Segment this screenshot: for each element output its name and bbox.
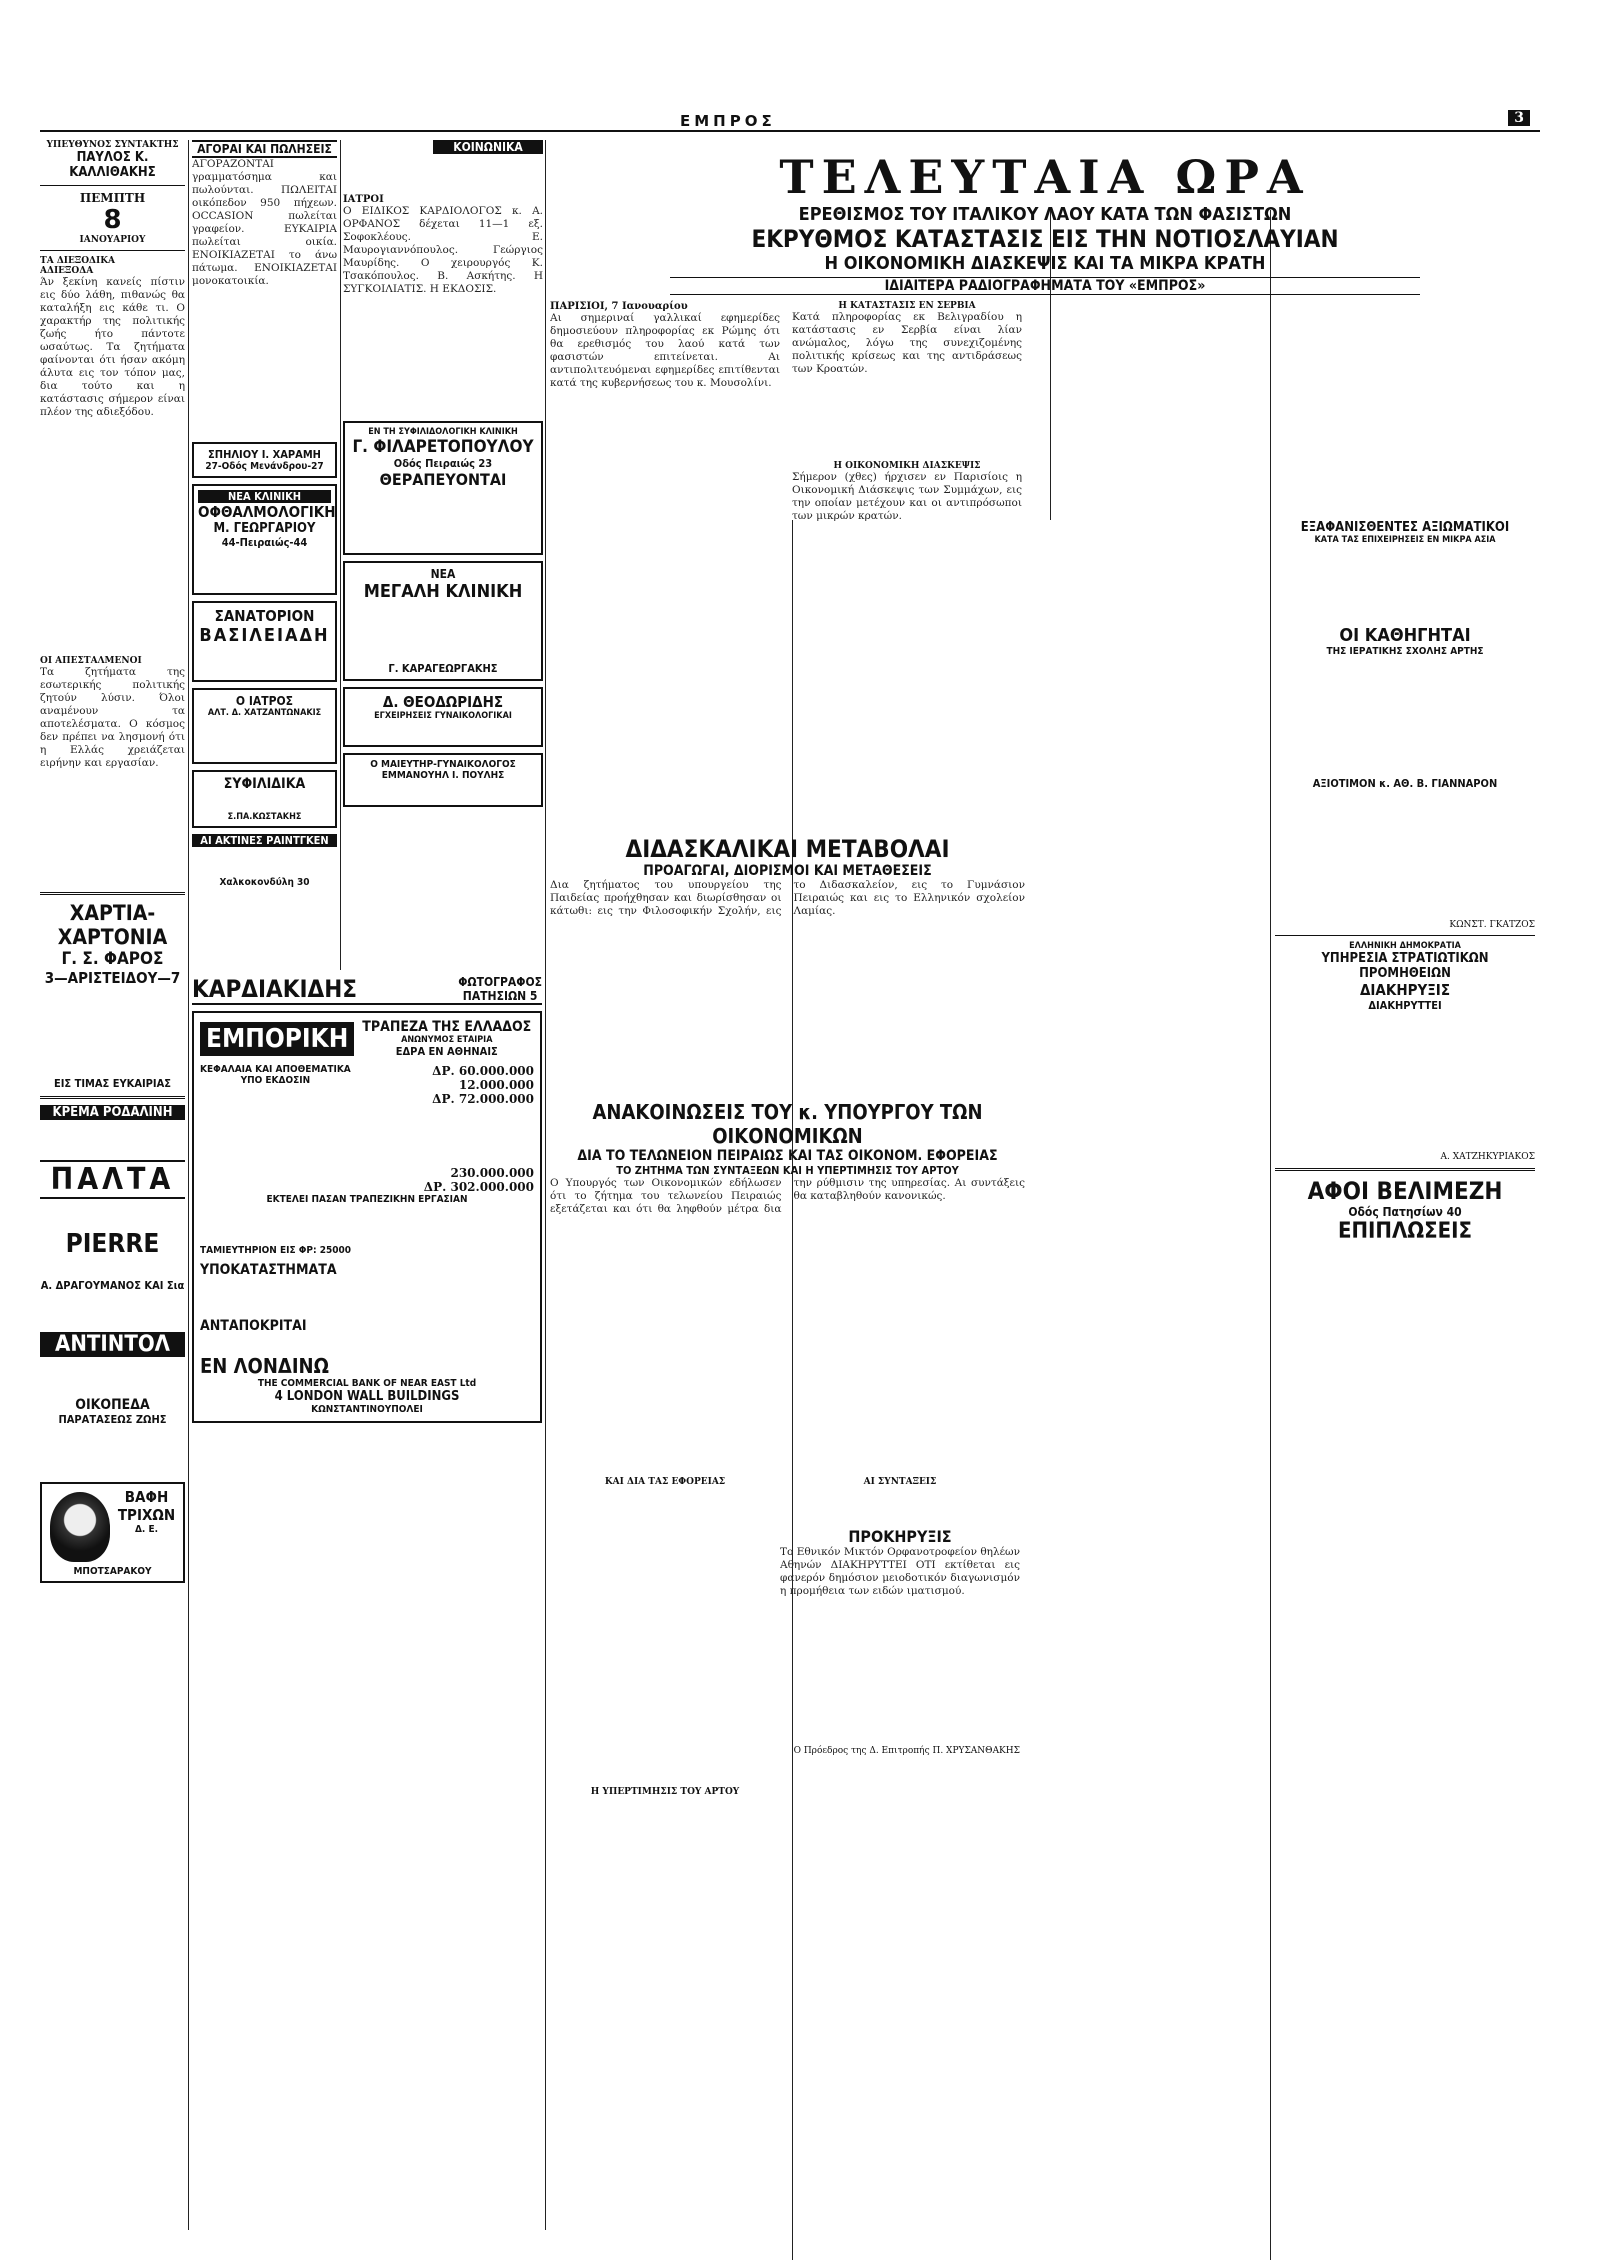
gynecologist-name: Δ. ΘΕΟΔΩΡΙΔΗΣ: [382, 693, 504, 711]
bank-london: ΕΝ ΛΟΝΔΙΝΩ: [200, 1354, 329, 1378]
ad-dragoumanos: Α. ΔΡΑΓΟΥΜΑΝΟΣ ΚΑΙ Σια: [40, 1279, 185, 1292]
midwife-name: ΕΜΜΑΝΟΥΗΛ Ι. ΠΟΥΛΗΣ: [381, 770, 505, 781]
bank-big: ΕΜΠΟΡΙΚΗ: [200, 1022, 354, 1056]
social-title: ΚΟΙΝΩΝΙΚΑ: [433, 140, 543, 154]
editorial-subhead: ΟΙ ΑΠΕΣΤΑΛΜΕΝΟΙ: [40, 656, 142, 666]
ad-palta-title: ΠΑΛΤΑ: [40, 1160, 185, 1199]
professors-title: ΟΙ ΚΑΘΗΓΗΤΑΙ: [1339, 625, 1471, 646]
column-rule: [188, 140, 189, 2230]
velimezi-tag: ΕΠΙΠΛΩΣΕΙΣ: [1337, 1219, 1473, 1244]
headline-radiograms: ΙΔΙΑΙΤΕΡΑ ΡΑΔΙΟΓΡΑΦΗΜΑΤΑ ΤΟΥ «ΕΜΠΡΟΣ»: [670, 277, 1420, 295]
syph-clinic-label: ΕΝ ΤΗ ΣΥΦΙΛΙΔΟΛΟΓΙΚΗ ΚΛΙΝΙΚΗ: [368, 427, 518, 437]
editor-name: ΠΑΥΛΟΣ Κ. ΚΑΛΛΙΘΑΚΗΣ: [69, 150, 156, 180]
latest-news-banner: ΤΕΛΕΥΤΑΙΑ ΩΡΑ: [779, 150, 1311, 204]
bank-london-address: 4 LONDON WALL BUILDINGS: [274, 1389, 460, 1404]
education-text: Δια ζητήματος του υπουργείου της Παιδείας προήχθησαν και διωρίσθησαν οι κάτωθι: εις την Φιλοσοφικήν Σχολήν, εις το Διδασκαλείον, εις το Γυμνάσιον Πειραιώς και εις το Ελληνικόν σχολείον Λαμίας.: [550, 879, 1025, 917]
big-clinic-label: ΝΕΑ: [430, 567, 456, 581]
ad-hair-title: ΒΑΦΗ ΤΡΙΧΩΝ: [117, 1488, 176, 1524]
xray-title: ΑΙ ΑΚΤΙΝΕΣ ΡΑΙΝΤΓΚΕΝ: [192, 834, 337, 847]
bank-sub: ΑΝΩΝΥΜΟΣ ΕΤΑΙΡΙΑ: [401, 1035, 493, 1045]
ad-antintol-title: ΑΝΤΙΝΤΟΛ: [40, 1332, 185, 1357]
finance-article: [550, 1100, 1025, 2250]
supply-declares: ΔΙΑΚΗΡΥΤΤΕΙ: [1368, 999, 1442, 1012]
right-column: [1275, 520, 1535, 2265]
column-1: [40, 140, 185, 2260]
column-rule: [545, 140, 546, 2230]
velimezi-title: ΑΦΟΙ ΒΕΛΙΜΕΖΗ: [1307, 1177, 1503, 1205]
gynecologist-sub: ΕΓΧΕΙΡΗΣΕΙΣ ΓΥΝΑΙΚΟΛΟΓΙΚΑΙ: [374, 711, 512, 721]
bank-seat: ΕΔΡΑ ΕΝ ΑΘΗΝΑΙΣ: [395, 1045, 498, 1058]
gianaros-heading: ΑΞΙΟΤΙΜΟΝ κ. ΑΘ. Β. ΓΙΑΝΝΑΡΟΝ: [1312, 777, 1498, 790]
page-number: 3: [1508, 110, 1530, 126]
bank-value-5: ΔΡ. 302.000.000: [423, 1180, 534, 1194]
article-byline-2: ΑΔΙΕΞΟΔΑ: [40, 266, 94, 276]
education-subtitle: ΠΡΟΑΓΩΓΑΙ, ΔΙΟΡΙΣΜΟΙ ΚΑΙ ΜΕΤΑΘΕΣΕΙΣ: [643, 863, 932, 879]
big-clinic-title: ΜΕΓΑΛΗ ΚΛΙΝΙΚΗ: [363, 581, 523, 602]
editor-label: ΥΠΕΥΘΥΝΟΣ ΣΥΝΤΑΚΤΗΣ: [46, 140, 179, 150]
bank-savings: ΤΑΜΙΕΥΤΗΡΙΟΝ ΕΙΣ ΦΡ: 25000: [200, 1245, 352, 1256]
bank-agents: ΑΝΤΑΠΟΚΡΙΤΑΙ: [200, 1318, 307, 1334]
photographer-name: ΚΑΡΔΙΑΚΙΔΗΣ: [192, 975, 358, 1003]
education-article: [550, 835, 1025, 975]
bank-value-2: 12.000.000: [458, 1078, 534, 1092]
finance-section-3: Η ΥΠΕΡΤΙΜΗΣΙΣ ΤΟΥ ΑΡΤΟΥ: [590, 1787, 740, 1797]
bank-value-3: ΔΡ. 72.000.000: [432, 1092, 534, 1106]
ad-paper-title: ΧΑΡΤΙΑ-ΧΑΡΤΟΝΙΑ: [57, 901, 168, 949]
doctor-name: ΑΛΤ. Δ. ΧΑΤΖΑΝΤΩΝΑΚΙΣ: [207, 708, 322, 718]
column-3: [343, 140, 543, 970]
ad-hair-dye: [40, 1482, 185, 1583]
syphilis-doctor: Σ.ΠΑ.ΚΩΣΤΑΚΗΣ: [227, 812, 302, 822]
conference-text: Σήμερον (χθες) ήρχισεν εν Παρισίοις η Οικονομική Διάσκεψις των Συμμάχων, εις την οποίαν μετέχουν και οι αντιπρόσωποι των μικρών κρατών.: [792, 471, 1022, 522]
ad-paper-tag: ΕΙΣ ΤΙΜΑΣ ΕΥΚΑΙΡΙΑΣ: [53, 1077, 172, 1090]
bank-value-1: ΔΡ. 60.000.000: [432, 1064, 534, 1078]
bank-london-bank: THE COMMERCIAL BANK OF NEAR EAST Ltd: [257, 1378, 477, 1389]
column-2: [192, 140, 337, 970]
supply-title: ΥΠΗΡΕΣΙΑ ΣΤΡΑΤΙΩΤΙΚΩΝ ΠΡΟΜΗΘΕΙΩΝ: [1321, 951, 1489, 981]
market-text: ΑΓΟΡΑΖΟΝΤΑΙ γραμματόσημα και πωλούνται. ΠΩΛΕΙΤΑΙ οικόπεδον 950 πήχεων. OCCASION πωλείται γραφείον. ΕΥΚΑΙΡΙΑ πωλείται οικία. ΕΝΟΙΚΙΑΖΕΤΑΙ το άνω πάτωμα. ΕΝΟΙΚΙΑΖΕΤΑΙ μονοκατοικία.: [192, 158, 337, 287]
doctor-title: Ο ΙΑΤΡΟΣ: [235, 694, 294, 708]
photographer-ad: [192, 975, 542, 1005]
headline-italy: ΕΡΕΘΙΣΜΟΣ ΤΟΥ ΙΤΑΛΙΚΟΥ ΛΑΟΥ ΚΑΤΑ ΤΩΝ ΦΑΣΙΣΤΩΝ: [798, 204, 1292, 225]
serbia-text: Κατά πληροφορίας εκ Βελιγραδίου η κατάστασις εν Σερβία είναι λίαν ανώμαλος, λόγω της συνεχιζομένης πολιτικής κρίσεως και της αντιδράσεως των Κροατών.: [792, 311, 1022, 375]
bank-capital: ΚΕΦΑΛΑΙΑ ΚΑΙ ΑΠΟΘΕΜΑΤΙΚΑ: [200, 1064, 351, 1075]
sanatorium-label: ΣΑΝΑΤΟΡΙΟΝ: [214, 607, 315, 625]
supply-label: ΕΛΛΗΝΙΚΗ ΔΗΜΟΚΡΑΤΙΑ: [1349, 941, 1461, 951]
education-title: ΔΙΔΑΣΚΑΛΙΚΑΙ ΜΕΤΑΒΟΛΑΙ: [625, 835, 950, 863]
editorial-text: Άν ξεκίνη κανείς πίστιν εις δύο λάθη, πιθανώς θα καταλήξη εις κάθε τι. Ο χαρακτήρ της πολιτικής ζωής ήτο πάντοτε ωσαύτως. Τα ζητήματα φαίνονται ότι ήσαν ακόμη άλυτα εις τον τόπον μας, δια τούτο και η κατάστασις σήμερον είναι πλέον της αδιεξόδου.: [40, 276, 185, 418]
clinic-label: ΝΕΑ ΚΛΙΝΙΚΗ: [198, 490, 331, 503]
finance-subtitle: ΔΙΑ ΤΟ ΤΕΛΩΝΕΙΟΝ ΠΕΙΡΑΙΩΣ ΚΑΙ ΤΑΣ ΟΙΚΟΝΟΜ. ΕΦΟΡΕΙΑΣ: [577, 1148, 998, 1164]
doctors-text: Ο ΕΙΔΙΚΟΣ ΚΑΡΔΙΟΛΟΓΟΣ κ. Α. ΟΡΦΑΝΟΣ δέχεται 11—1 εξ. Σοφοκλέους. Ε. Μαυρογιαννόπουλος. Γεώργιος Μαυρίδης. Ο χειρουργός Κ. Τσακόπουλος. Β. Ασκήτης. Η ΣΥΓΚΟΙΛΙΑΤΙΣ. Η ΕΚΔΟΣΙΣ.: [343, 205, 543, 295]
ad-oikopeda-sub: ΠΑΡΑΤΑΣΕΩΣ ΖΩΗΣ: [58, 1413, 167, 1426]
finance-section-1: ΑΙ ΣΥΝΤΑΞΕΙΣ: [863, 1477, 937, 1487]
supply-declaration: ΔΙΑΚΗΡΥΞΙΣ: [1359, 981, 1451, 999]
syph-clinic-address: Οδός Πειραιώς 23: [393, 457, 493, 470]
syph-clinic-doctor: Γ. ΦΙΛΑΡΕΤΟΠΟΥΛΟΥ: [352, 437, 534, 457]
notice-signature: Ο Πρόεδρος της Δ. Επιτροπής Π. ΧΡΥΣΑΝΘΑΚΗΣ: [793, 1746, 1020, 1756]
finance-subtitle-2: ΤΟ ΖΗΤΗΜΑ ΤΩΝ ΣΥΝΤΑΞΕΩΝ ΚΑΙ Η ΥΠΕΡΤΙΜΗΣΙΣ ΤΟΥ ΑΡΤΟΥ: [616, 1164, 959, 1177]
editorial-text-2: Τα ζητήματα της εσωτερικής πολιτικής ζητούν λύσιν. Όλοι αναμένουν τα αποτελέσματα. Ο κόσμος δεν πρέπει να λησμονή ότι η Ελλάς χρειάζεται ειρήνην και εργασίαν.: [40, 666, 185, 769]
weekday: ΠΕΜΠΤΗ: [79, 191, 146, 205]
column-rule: [340, 140, 341, 970]
optics-name: ΣΠΗΛΙΟΥ Ι. ΧΑΡΑΜΗ: [208, 448, 321, 461]
missing-officers-title: ΕΞΑΦΑΝΙΣΘΕΝΤΕΣ ΑΞΙΩΜΑΤΙΚΟΙ: [1300, 520, 1510, 535]
big-clinic-director: Γ. ΚΑΡΑΓΕΩΡΓΑΚΗΣ: [388, 662, 498, 675]
velimezi-address: Οδός Πατησίων 40: [1348, 1205, 1462, 1219]
woman-portrait-illustration: [50, 1492, 110, 1562]
date-month: ΙΑΝΟΥΑΡΙΟΥ: [79, 235, 146, 245]
doctors-title: ΙΑΤΡΟΙ: [343, 194, 384, 205]
bank-value-4: 230.000.000: [450, 1166, 534, 1180]
photographer-address: ΠΑΤΗΣΙΩΝ 5: [462, 989, 538, 1003]
ad-oikopeda-title: ΟΙΚΟΠΕΔΑ: [75, 1397, 150, 1413]
date-day: 8: [103, 205, 122, 235]
dateline: ΠΑΡΙΣΙΟΙ, 7 Ιανουαρίου: [550, 301, 688, 312]
bank-constantinople: ΚΩΝΣΤΑΝΤΙΝΟΥΠΟΛΕΙ: [311, 1404, 423, 1415]
bank-issue: ΥΠΟ ΕΚΔΟΣΙΝ: [240, 1075, 311, 1086]
finance-text: Ο Υπουργός των Οικονομικών εδήλωσεν ότι το ζήτημα του τελωνείου Πειραιώς εξετάζεται και ότι θα ληφθούν μέτρα δια την ρύθμισιν της υπηρεσίας. Αι συντάξεις θα καταβληθούν κανονικώς.: [550, 1177, 1025, 1215]
masthead: [40, 110, 1540, 132]
headline-conference: Η ΟΙΚΟΝΟΜΙΚΗ ΔΙΑΣΚΕΨΙΣ ΚΑΙ ΤΑ ΜΙΚΡΑ ΚΡΑΤΗ: [824, 253, 1266, 274]
serbia-title: Η ΚΑΤΑΣΤΑΣΙΣ ΕΝ ΣΕΡΒΙΑ: [838, 301, 976, 311]
midwife-title: Ο ΜΑΙΕΥΤΗΡ-ΓΥΝΑΙΚΟΛΟΓΟΣ: [370, 759, 516, 770]
ad-pierre-title: PIERRE: [65, 1229, 160, 1259]
headline-yugoslavia: ΕΚΡΥΘΜΟΣ ΚΑΤΑΣΤΑΣΙΣ ΕΙΣ ΤΗΝ ΝΟΤΙΟΣΛΑΥΙΑΝ: [751, 225, 1339, 253]
bank-name: ΤΡΑΠΕΖΑ ΤΗΣ ΕΛΛΑΔΟΣ: [362, 1019, 532, 1035]
bank-branches: ΥΠΟΚΑΤΑΣΤΗΜΑΤΑ: [200, 1262, 337, 1278]
clinic-doctor: Μ. ΓΕΩΡΓΑΡΙΟΥ: [213, 521, 316, 536]
syph-clinic-tag: ΘΕΡΑΠΕΥΟΝΤΑΙ: [379, 470, 507, 489]
article-byline: ΤΑ ΔΙΕΞΟΔΙΚΑ: [40, 256, 116, 266]
photographer-label: ΦΩΤΟΓΡΑΦΟΣ: [458, 975, 542, 989]
bottom-ads: [192, 975, 542, 2265]
newspaper-page: [40, 0, 1540, 2268]
syphilis-title: ΣΥΦΙΛΙΔΙΚΑ: [223, 776, 306, 792]
missing-officers-sub: ΚΑΤΑ ΤΑΣ ΕΠΙΧΕΙΡΗΣΕΙΣ ΕΝ ΜΙΚΡΑ ΑΣΙΑ: [1314, 535, 1496, 545]
news-italy-text: Αι σημεριναί γαλλικαί εφημερίδες δημοσιεύουν πληροφορίας εκ Ρώμης ότι θα ερεθισμός του λαού κατά των φασιστών επιτείνεται. Αι αντιπολιτευόμεναι εφημερίδες επιτίθενται κατά της κυβερνήσεως του κ. Μουσολίνι.: [550, 312, 780, 389]
optics-address: 27-Οδός Μενάνδρου-27: [205, 461, 324, 472]
clinic-title: ΟΦΘΑΛΜΟΛΟΓΙΚΗ: [198, 503, 336, 521]
ad-paper-firm: Γ. Σ. ΦΑΡΟΣ: [61, 949, 164, 969]
finance-title: ΑΝΑΚΟΙΝΩΣΕΙΣ ΤΟΥ κ. ΥΠΟΥΡΓΟΥ ΤΩΝ ΟΙΚΟΝΟΜΙΚΩΝ: [592, 1100, 983, 1148]
market-title: ΑΓΟΡΑΙ ΚΑΙ ΠΩΛΗΣΕΙΣ: [192, 140, 337, 158]
bank-ad: [192, 1011, 542, 1423]
ad-hair-firm: Δ. Ε. ΜΠΟΤΣΑΡΑΚΟΥ: [73, 1524, 159, 1577]
finance-section-2: ΚΑΙ ΔΙΑ ΤΑΣ ΕΦΟΡΕΙΑΣ: [604, 1477, 726, 1487]
notice-text: Το Εθνικόν Μικτόν Ορφανοτροφείον θηλέων Αθηνών ΔΙΑΚΗΡΥΤΤΕΙ ΟΤΙ εκτίθεται εις φανερόν δημόσιον μειοδοτικόν διαγωνισμόν η προμήθεια των ειδών ιματισμού.: [780, 1546, 1020, 1597]
ad-cream-title: ΚΡΕΜΑ ΡΟΔΑΛΙΝΗ: [40, 1105, 185, 1120]
letter-signature: ΚΩΝΣΤ. ΓΚΑΤΖΟΣ: [1449, 920, 1535, 930]
clinic-address: 44-Πειραιώς-44: [221, 536, 308, 549]
newspaper-name: ΕΜΠΡΟΣ: [680, 112, 776, 130]
xray-address: Χαλκοκονδύλη 30: [219, 877, 310, 888]
professors-sub: ΤΗΣ ΙΕΡΑΤΙΚΗΣ ΣΧΟΛΗΣ ΑΡΤΗΣ: [1326, 646, 1484, 657]
conference-title: Η ΟΙΚΟΝΟΜΙΚΗ ΔΙΑΣΚΕΨΙΣ: [833, 461, 981, 471]
notice-title: ΠΡΟΚΗΡΥΞΙΣ: [848, 1527, 952, 1546]
supply-signature: Α. ΧΑΤΖΗΚΥΡΙΑΚΟΣ: [1440, 1152, 1535, 1162]
ad-paper-address: 3—ΑΡΙΣΤΕΙΔΟΥ—7: [44, 969, 181, 987]
bank-operations: ΕΚΤΕΛΕΙ ΠΑΣΑΝ ΤΡΑΠΕΖΙΚΗΝ ΕΡΓΑΣΙΑΝ: [266, 1194, 468, 1205]
sanatorium-name: ΒΑΣΙΛΕΙΑΔΗ: [199, 625, 330, 646]
